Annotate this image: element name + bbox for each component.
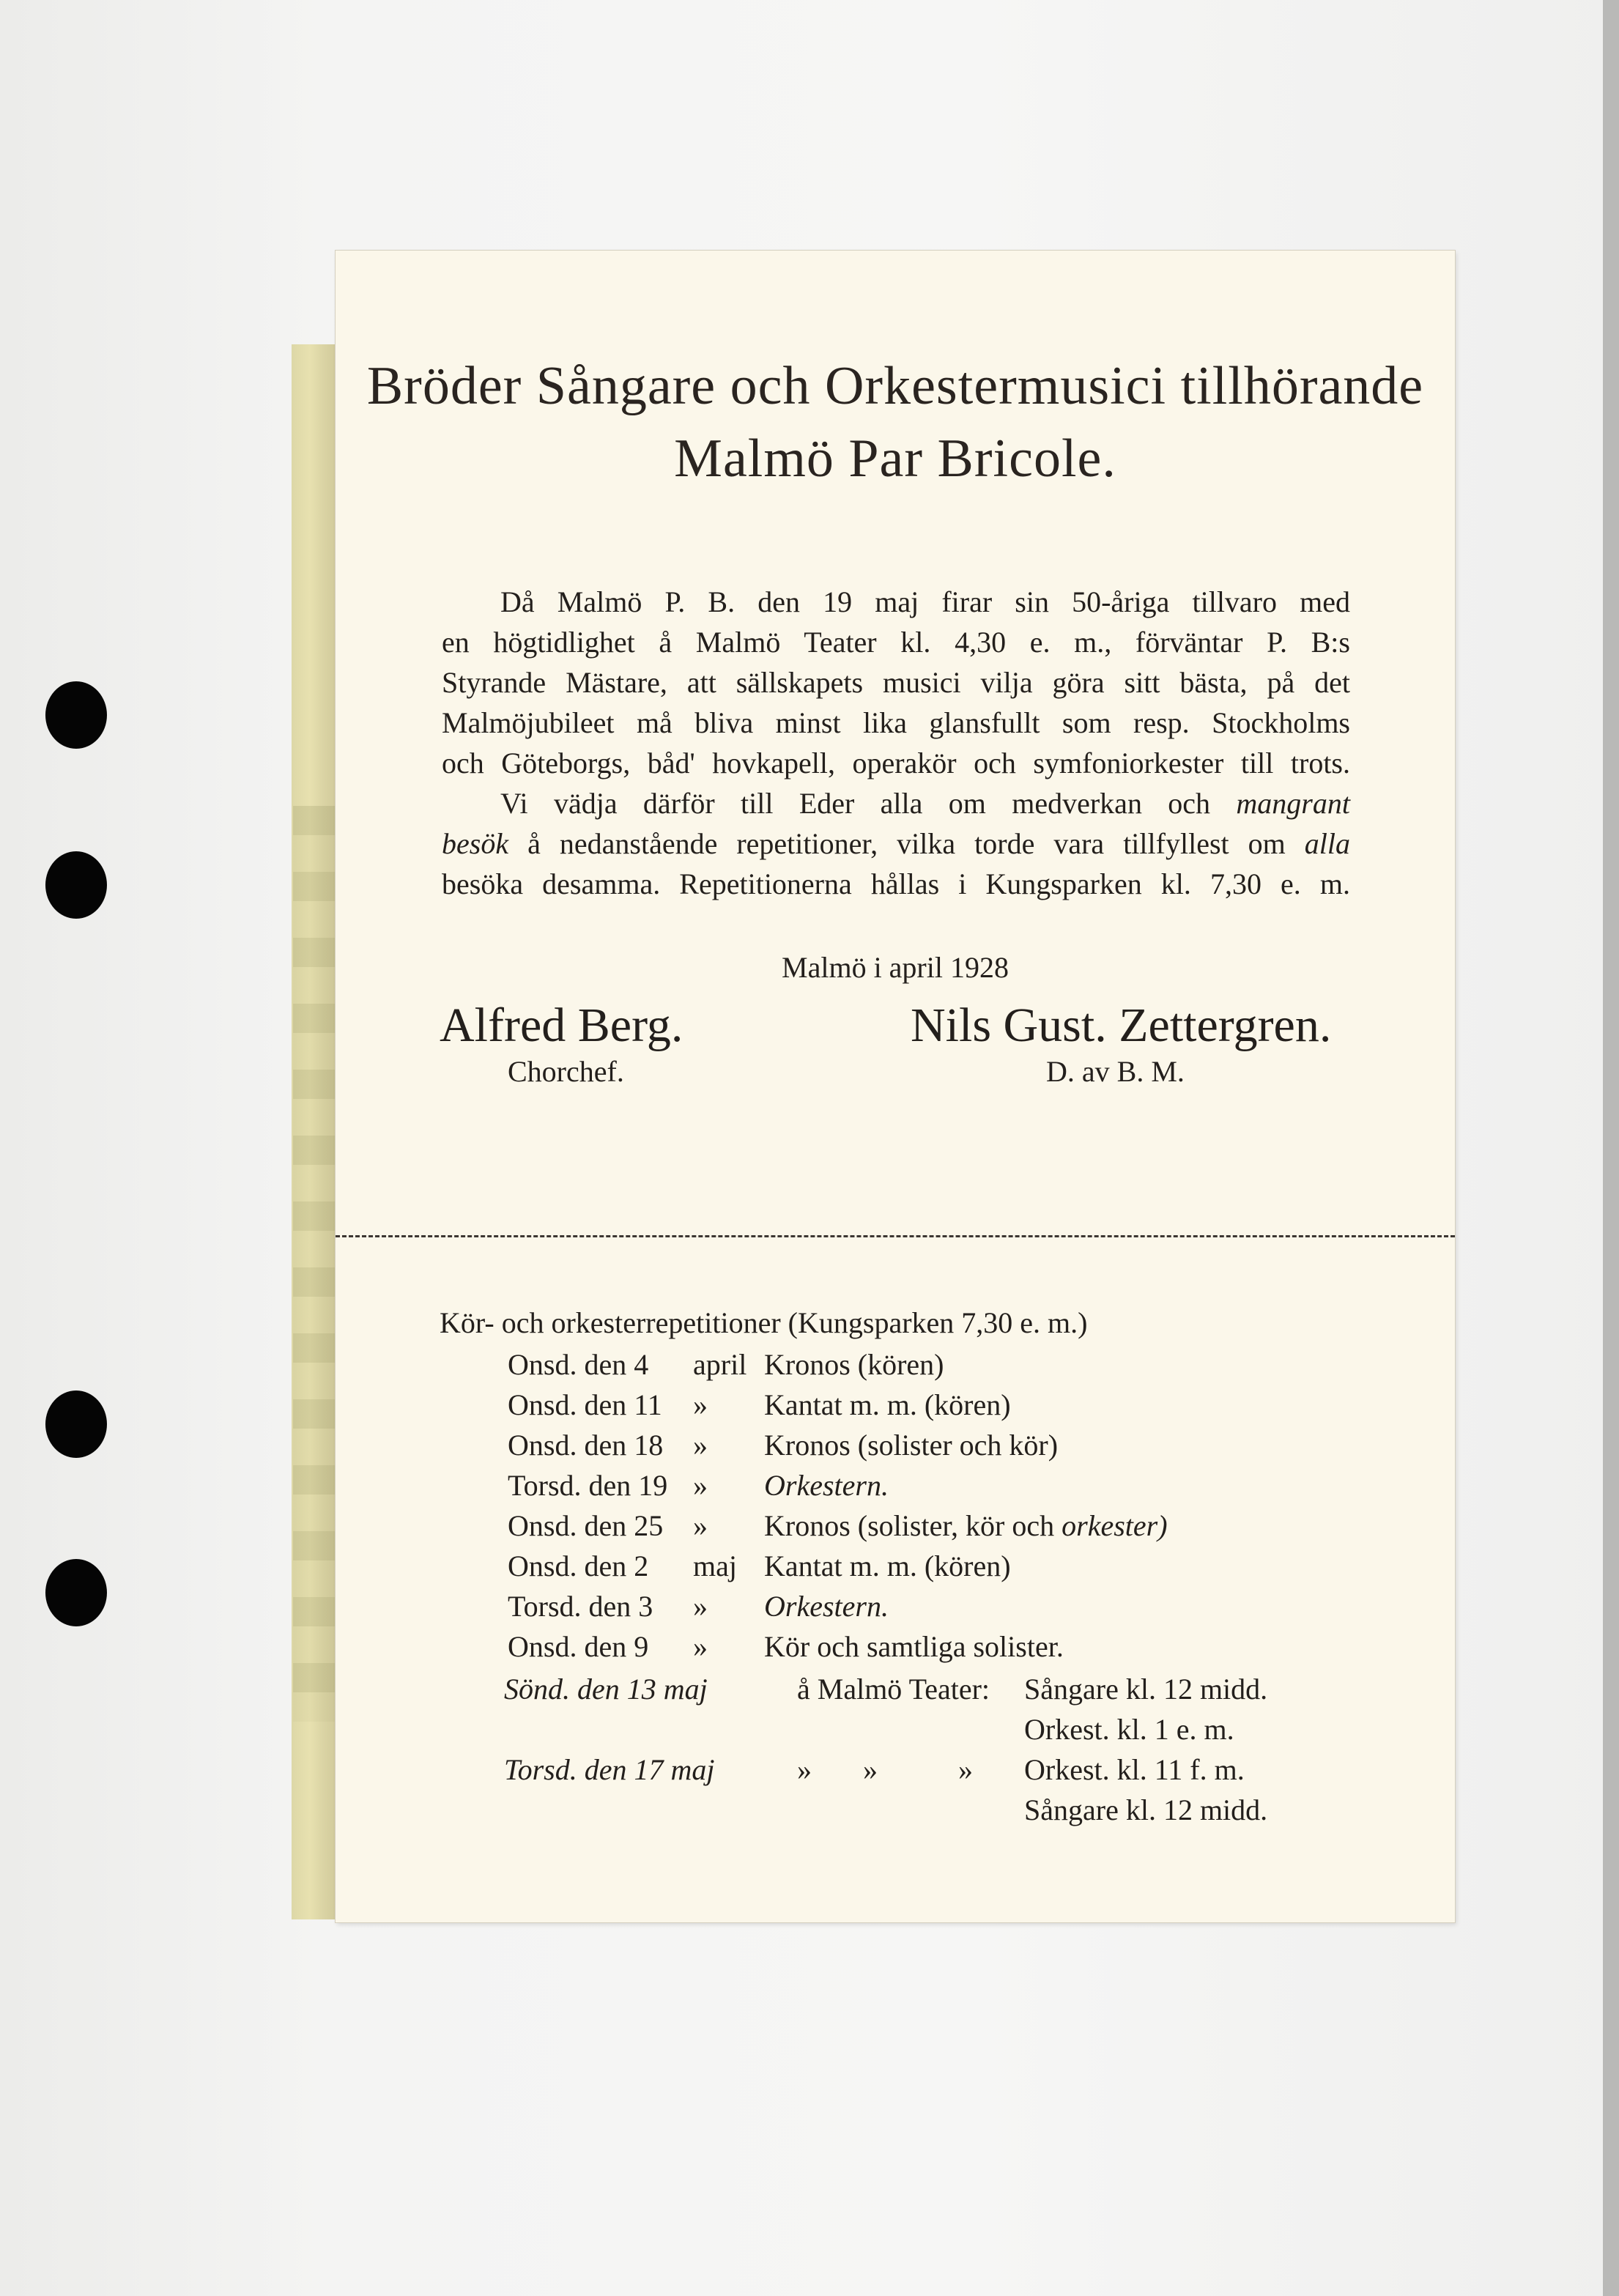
- final-thursday-date: Torsd. den 17 maj: [504, 1753, 715, 1786]
- final-sunday-time-1: Sångare kl. 12 midd.: [1024, 1673, 1268, 1706]
- schedule-month: maj: [693, 1549, 737, 1582]
- schedule-desc: Kronos (kören): [764, 1348, 944, 1381]
- schedule-desc: [764, 1508, 1168, 1549]
- final-sunday-place: å Malmö Teater:: [797, 1673, 990, 1706]
- schedule-desc: Orkestern.: [764, 1590, 889, 1623]
- body-line-2: en högtidlighet å Malmö Teater kl. 4,30 e. m., förväntar P. B:s: [442, 626, 1350, 659]
- schedule-month: »: [693, 1388, 708, 1421]
- body-line-4: Malmöjubileet må bliva minst lika glansfullt som resp. Stockholms: [442, 706, 1350, 739]
- signatory-left-title: Chorchef.: [508, 1055, 624, 1088]
- punch-hole-4: [45, 1559, 107, 1626]
- schedule-day: Torsd. den 19: [508, 1469, 668, 1502]
- body-line-1: Då Malmö P. B. den 19 maj firar sin 50-åriga tillvaro med: [500, 585, 1350, 618]
- schedule-month: »: [693, 1469, 708, 1502]
- notice-title-line1: Bröder Sångare och Orkestermusici tillhörande: [366, 356, 1424, 416]
- schedule-desc: Kantat m. m. (kören): [764, 1388, 1011, 1421]
- final-sunday-date: Sönd. den 13 maj: [504, 1673, 708, 1706]
- body-line-6: [442, 783, 1350, 823]
- final-thursday-time-1: Orkest. kl. 11 f. m.: [1024, 1753, 1245, 1786]
- printed-notice-sheet: [336, 251, 1455, 1922]
- tape-stain: [293, 806, 337, 1722]
- signatory-right-title: D. av B. M.: [1046, 1055, 1185, 1088]
- schedule-desc: Kör och samtliga solister.: [764, 1630, 1064, 1663]
- schedule-day: Onsd. den 25: [508, 1509, 664, 1542]
- para2-text-2: å nedanstående repetitioner, vilka torde vara tillfyllest om: [527, 827, 1286, 860]
- final-sunday-time-2: Orkest. kl. 1 e. m.: [1024, 1713, 1234, 1746]
- body-line-8: besöka desamma. Repetitionerna hållas i Kungsparken kl. 7,30 e. m.: [442, 867, 1350, 900]
- schedule-month: »: [693, 1590, 708, 1623]
- schedule-day: Torsd. den 3: [508, 1590, 653, 1623]
- notice-body: [442, 582, 1350, 904]
- para2-text-1: Vi vädja därför till Eder alla om medverkan och: [500, 787, 1211, 820]
- para2-emphasis-1: mangrant: [1236, 787, 1350, 820]
- scan-edge: [1603, 0, 1619, 2296]
- signatory-left-name: Alfred Berg.: [440, 999, 683, 1052]
- perforation-line: [336, 1235, 1455, 1237]
- para2-emphasis-2: besök: [442, 827, 509, 860]
- final-thursday-time-2: Sångare kl. 12 midd.: [1024, 1793, 1268, 1826]
- dateline: Malmö i april 1928: [782, 951, 1009, 984]
- schedule-month: »: [693, 1429, 708, 1462]
- schedule-desc-text: Kronos (solister, kör och: [764, 1509, 1055, 1542]
- para2-emphasis-3: alla: [1304, 827, 1351, 860]
- punch-hole-2: [45, 851, 107, 919]
- schedule-month: »: [693, 1630, 708, 1663]
- punch-hole-3: [45, 1390, 107, 1458]
- schedule-desc: Orkestern.: [764, 1469, 889, 1502]
- schedule-day: Onsd. den 9: [508, 1630, 649, 1663]
- schedule-day: Onsd. den 11: [508, 1388, 662, 1421]
- schedule-day: Onsd. den 2: [508, 1549, 649, 1582]
- schedule-desc-emphasis: orkester): [1062, 1509, 1168, 1542]
- body-line-7: [442, 823, 1350, 864]
- schedule-desc: Kantat m. m. (kören): [764, 1549, 1011, 1582]
- schedule-day: Onsd. den 18: [508, 1429, 664, 1462]
- final-thursday-place: » » »: [797, 1753, 973, 1786]
- schedule-month: april: [693, 1348, 747, 1381]
- signatory-right-name: Nils Gust. Zettergren.: [911, 999, 1332, 1052]
- schedule-desc: Kronos (solister och kör): [764, 1429, 1059, 1462]
- notice-title-line2: Malmö Par Bricole.: [674, 429, 1116, 489]
- punch-hole-1: [45, 681, 107, 749]
- body-line-5: och Göteborgs, båd' hovkapell, operakör och symfoniorkester till trots.: [442, 747, 1350, 779]
- body-line-3: Styrande Mästare, att sällskapets musici vilja göra sitt bästa, på det: [442, 666, 1350, 699]
- schedule-day: Onsd. den 4: [508, 1348, 649, 1381]
- schedule-month: »: [693, 1509, 708, 1542]
- schedule-heading: Kör- och orkesterrepetitioner (Kungsparken 7,30 e. m.): [440, 1306, 1088, 1339]
